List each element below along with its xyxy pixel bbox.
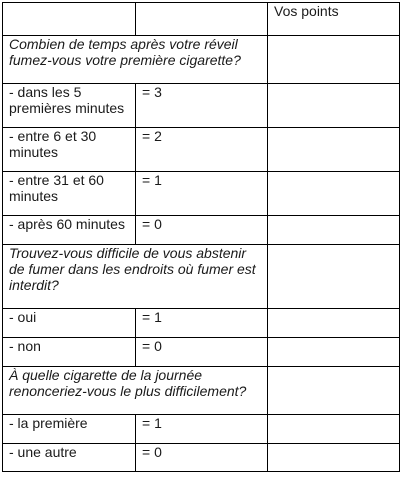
option-label: - entre 6 et 30 minutes <box>3 128 136 172</box>
option-score: = 0 <box>136 216 268 245</box>
questionnaire-table <box>2 2 400 472</box>
points-cell[interactable] <box>268 338 400 367</box>
points-cell[interactable] <box>268 128 400 172</box>
option-label: - après 60 minutes <box>3 216 136 245</box>
question-text: À quelle cigarette de la journée renonceriez-vous le plus difficilement? <box>3 367 268 415</box>
question-text: Trouvez-vous difficile de vous abstenir de fumer dans les endroits où fumer est interdit? <box>3 245 268 309</box>
option-label: - entre 31 et 60 minutes <box>3 172 136 216</box>
option-row <box>3 444 400 472</box>
points-cell[interactable] <box>268 172 400 216</box>
points-cell[interactable] <box>268 245 400 309</box>
option-row <box>3 172 400 216</box>
option-score: = 0 <box>136 444 268 472</box>
header-empty-cell <box>136 3 268 36</box>
question-row <box>3 367 400 415</box>
points-column-header: Vos points <box>268 3 400 36</box>
points-cell[interactable] <box>268 367 400 415</box>
option-row <box>3 84 400 128</box>
question-row <box>3 36 400 84</box>
header-empty-cell <box>3 3 136 36</box>
question-text: Combien de temps après votre réveil fumez-vous votre première cigarette? <box>3 36 268 84</box>
points-cell[interactable] <box>268 36 400 84</box>
points-cell[interactable] <box>268 309 400 338</box>
option-row <box>3 216 400 245</box>
option-row <box>3 309 400 338</box>
option-score: = 1 <box>136 415 268 444</box>
option-label: - la première <box>3 415 136 444</box>
option-label: - une autre <box>3 444 136 472</box>
option-score: = 2 <box>136 128 268 172</box>
option-row <box>3 415 400 444</box>
points-cell[interactable] <box>268 415 400 444</box>
option-score: = 0 <box>136 338 268 367</box>
option-label: - non <box>3 338 136 367</box>
points-cell[interactable] <box>268 216 400 245</box>
points-cell[interactable] <box>268 444 400 472</box>
question-row <box>3 245 400 309</box>
points-cell[interactable] <box>268 84 400 128</box>
option-label: - dans les 5 premières minutes <box>3 84 136 128</box>
header-row <box>3 3 400 36</box>
option-row <box>3 128 400 172</box>
option-score: = 1 <box>136 172 268 216</box>
option-row <box>3 338 400 367</box>
option-score: = 1 <box>136 309 268 338</box>
option-label: - oui <box>3 309 136 338</box>
option-score: = 3 <box>136 84 268 128</box>
